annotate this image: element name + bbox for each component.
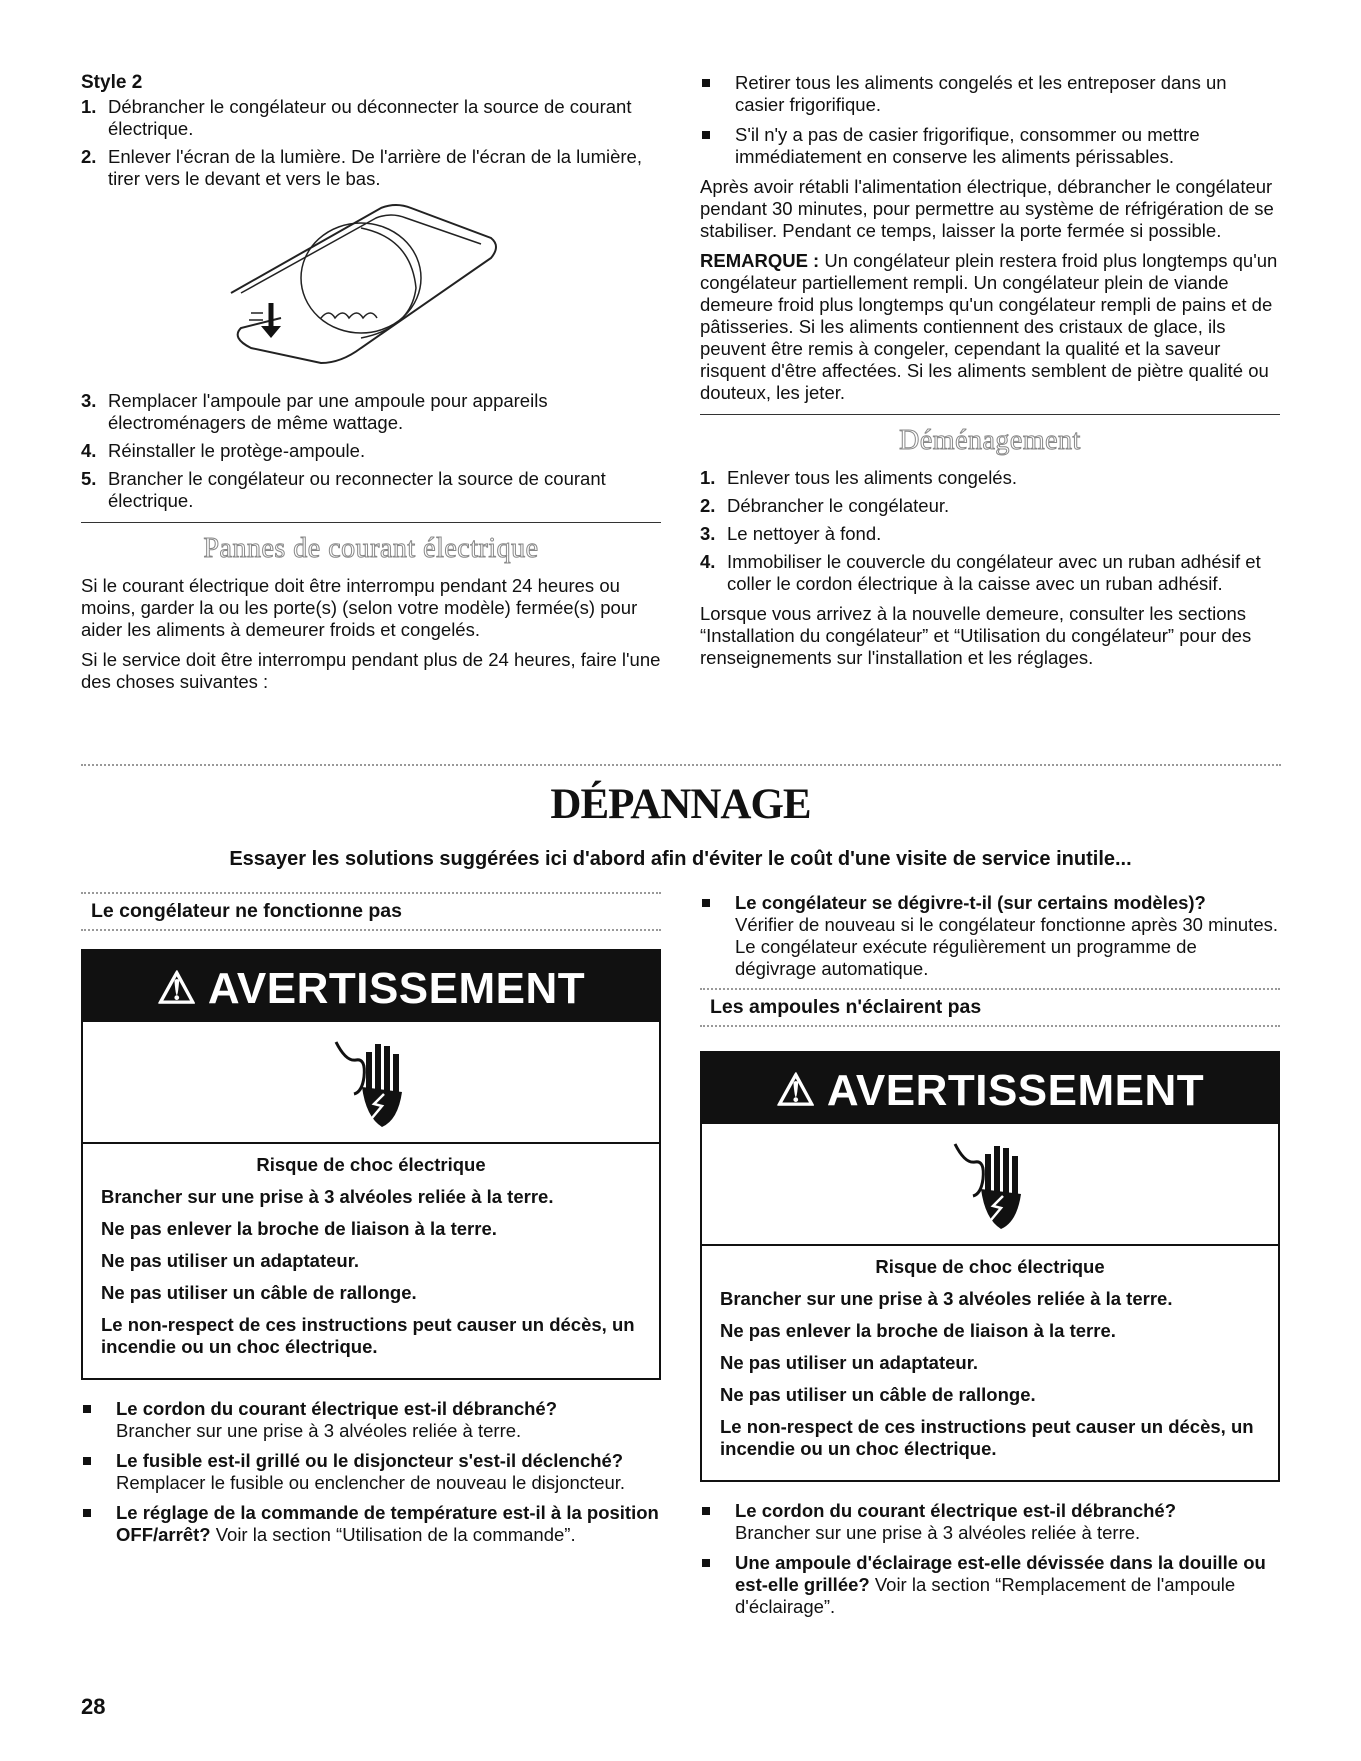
light-shield-illustration (211, 198, 501, 378)
remarque-paragraph (700, 250, 1280, 404)
warning-icon-area (83, 1022, 659, 1144)
outage-bullets (700, 72, 1280, 168)
defrost-item (700, 892, 1280, 980)
list-item (81, 1502, 661, 1546)
step-item (81, 468, 661, 512)
warning-header-text: AVERTISSEMENT (207, 964, 586, 1013)
bullet-icon (83, 1509, 91, 1517)
warning-risk: Risque de choc électrique (256, 1154, 486, 1175)
warning-line: Ne pas enlever la broche de liaison à la terre. (101, 1218, 497, 1239)
question-text: Le congélateur se dégivre-t-il (sur certains modèles)? (735, 892, 1206, 913)
bullet-icon (83, 1405, 91, 1413)
electric-shock-hand-icon (945, 1134, 1035, 1234)
question-text: Une ampoule d'éclairage est-elle dévissée dans la douille ou est-elle grillée? (735, 1552, 1266, 1595)
light-steps-list (81, 96, 661, 190)
divider (81, 522, 661, 523)
question-text: Le fusible est-il grillé ou le disjoncteur s'est-il déclenché? (116, 1450, 624, 1471)
warning-body (83, 1144, 659, 1378)
remarque-label: REMARQUE : (700, 250, 820, 271)
section-separator (81, 764, 1281, 766)
outage-paragraph-1: Si le courant électrique doit être interrompu pendant 24 heures ou moins, garder la ou les porte(s) (selon votre modèle) fermée(s) pour aider les aliments à demeurer froids et congelés. (81, 575, 638, 640)
outage-paragraph-2: Si le service doit être interrompu pendant plus de 24 heures, faire l'une des choses suivantes : (81, 649, 661, 692)
warning-line: Ne pas utiliser un adaptateur. (720, 1352, 979, 1373)
step-text: Le nettoyer à fond. (727, 523, 882, 544)
step-item (81, 440, 661, 462)
answer-text: Vérifier de nouveau si le congélateur fonctionne après 30 minutes. Le congélateur exécute régulièrement un programme de dégivrage automatique. (735, 914, 1279, 979)
bullet-icon (702, 1559, 710, 1567)
warning-header (702, 1053, 1278, 1124)
moving-heading: Déménagement (899, 425, 1081, 456)
list-item (700, 1552, 1280, 1618)
step-text: Enlever l'écran de la lumière. De l'arrière de l'écran de la lumière, tirer vers le devant et vers le bas. (108, 146, 642, 189)
warning-line: Le non-respect de ces instructions peut causer un décès, un incendie ou un choc électrique. (720, 1416, 1254, 1459)
warning-line: Brancher sur une prise à 3 alvéoles reliée à la terre. (720, 1288, 1173, 1309)
list-item (700, 892, 1280, 980)
warning-triangle-icon: ⚠ (156, 964, 197, 1013)
warning-line: Ne pas utiliser un câble de rallonge. (101, 1282, 417, 1303)
warning-risk: Risque de choc électrique (875, 1256, 1105, 1277)
step-number: 5. (81, 468, 97, 489)
warning-triangle-icon: ⚠ (775, 1066, 816, 1115)
step-item (700, 467, 1280, 489)
style-heading: Style 2 (81, 72, 143, 93)
bullet-text: Retirer tous les aliments congelés et les entreposer dans un casier frigorifique. (735, 72, 1227, 115)
step-item (700, 551, 1280, 595)
troubleshoot-list (700, 1500, 1280, 1618)
step-number: 2. (81, 146, 97, 167)
step-number: 3. (81, 390, 97, 411)
list-item (700, 72, 1280, 116)
answer-text: Brancher sur une prise à 3 alvéoles reliée à terre. (116, 1420, 522, 1441)
bullet-icon (702, 899, 710, 907)
moving-steps-list (700, 467, 1280, 595)
step-text: Remplacer l'ampoule par une ampoule pour appareils électroménagers de même wattage. (108, 390, 548, 433)
warning-box (700, 1051, 1280, 1482)
warning-line: Brancher sur une prise à 3 alvéoles reliée à la terre. (101, 1186, 554, 1207)
page-subtitle: Essayer les solutions suggérées ici d'abord afin d'éviter le coût d'une visite de service inutile... (229, 848, 1132, 870)
answer-text: Voir la section “Remplacement de l'ampoule d'éclairage”. (735, 1574, 1236, 1617)
step-number: 4. (700, 551, 716, 572)
bullet-icon (702, 131, 710, 139)
after-restore-paragraph: Après avoir rétabli l'alimentation électrique, débrancher le congélateur pendant 30 minutes, pour permettre au système de réfrigération de se stabiliser. Pendant ce temps, laisser la porte fermée si possible. (700, 176, 1274, 241)
step-number: 2. (700, 495, 716, 516)
left-column-top (81, 72, 661, 701)
question-text: Le réglage de la commande de température est-il à la position OFF/arrêt? (116, 1502, 659, 1545)
question-text: Le cordon du courant électrique est-il débranché? (116, 1398, 557, 1419)
step-number: 3. (700, 523, 716, 544)
answer-text: Voir la section “Utilisation de la commande”. (210, 1524, 576, 1545)
step-text: Brancher le congélateur ou reconnecter la source de courant électrique. (108, 468, 606, 511)
warning-line: Ne pas enlever la broche de liaison à la terre. (720, 1320, 1116, 1341)
step-item (81, 146, 661, 190)
warning-line: Ne pas utiliser un adaptateur. (101, 1250, 360, 1271)
answer-text: Remplacer le fusible ou enclencher de nouveau le disjoncteur. (116, 1472, 626, 1493)
step-number: 1. (81, 96, 97, 117)
step-text: Réinstaller le protège-ampoule. (108, 440, 366, 461)
bullet-icon (83, 1457, 91, 1465)
section-title: Le congélateur ne fonctionne pas (81, 892, 661, 931)
troubleshoot-list (81, 1398, 661, 1546)
list-item (700, 124, 1280, 168)
warning-line: Ne pas utiliser un câble de rallonge. (720, 1384, 1036, 1405)
page-number: 28 (81, 1694, 106, 1719)
step-item (81, 390, 661, 434)
page-title: DÉPANNAGE (550, 781, 811, 828)
moving-paragraph: Lorsque vous arrivez à la nouvelle demeure, consulter les sections “Installation du congélateur” et “Utilisation du congélateur” pour des renseignements sur l'installation et les réglages. (700, 603, 1252, 668)
step-text: Enlever tous les aliments congelés. (727, 467, 1017, 488)
step-text: Débrancher le congélateur. (727, 495, 950, 516)
step-text: Débrancher le congélateur ou déconnecter la source de courant électrique. (108, 96, 632, 139)
divider (700, 414, 1280, 415)
step-item (700, 523, 1280, 545)
question-text: Le cordon du courant électrique est-il débranché? (735, 1500, 1176, 1521)
electric-shock-hand-icon (326, 1032, 416, 1132)
power-outage-heading: Pannes de courant électrique (203, 533, 539, 564)
list-item (81, 1450, 661, 1494)
bullet-icon (702, 79, 710, 87)
right-column-top (700, 72, 1280, 677)
warning-body (702, 1246, 1278, 1480)
left-column-bottom (81, 892, 661, 1554)
step-item (81, 96, 661, 140)
warning-icon-area (702, 1124, 1278, 1246)
list-item (81, 1398, 661, 1442)
section-title: Les ampoules n'éclairent pas (700, 988, 1280, 1027)
warning-box (81, 949, 661, 1380)
warning-line: Le non-respect de ces instructions peut causer un décès, un incendie ou un choc électrique. (101, 1314, 635, 1357)
answer-text: Brancher sur une prise à 3 alvéoles reliée à terre. (735, 1522, 1141, 1543)
warning-header-text: AVERTISSEMENT (826, 1066, 1205, 1115)
step-number: 4. (81, 440, 97, 461)
bullet-text: S'il n'y a pas de casier frigorifique, consommer ou mettre immédiatement en conserve les aliments périssables. (735, 124, 1200, 167)
bullet-icon (702, 1507, 710, 1515)
right-column-bottom (700, 892, 1280, 1626)
light-steps-list-2 (81, 390, 661, 512)
remarque-text: Un congélateur plein restera froid plus longtemps qu'un congélateur partiellement rempli. Un congélateur plein de viande demeure froid plus longtemps qu'un congélateur rempli de pains et de pâtisseries. Si les aliments contiennent des cristaux de glace, ils peuvent être remis à congeler, cependant la qualité et la saveur risquent d'être affectées. Si les aliments semblent de piètre qualité ou douteux, les jeter. (700, 250, 1278, 403)
step-item (700, 495, 1280, 517)
warning-header (83, 951, 659, 1022)
list-item (700, 1500, 1280, 1544)
step-number: 1. (700, 467, 716, 488)
step-text: Immobiliser le couvercle du congélateur avec un ruban adhésif et coller le cordon électrique à la caisse avec un ruban adhésif. (727, 551, 1261, 594)
